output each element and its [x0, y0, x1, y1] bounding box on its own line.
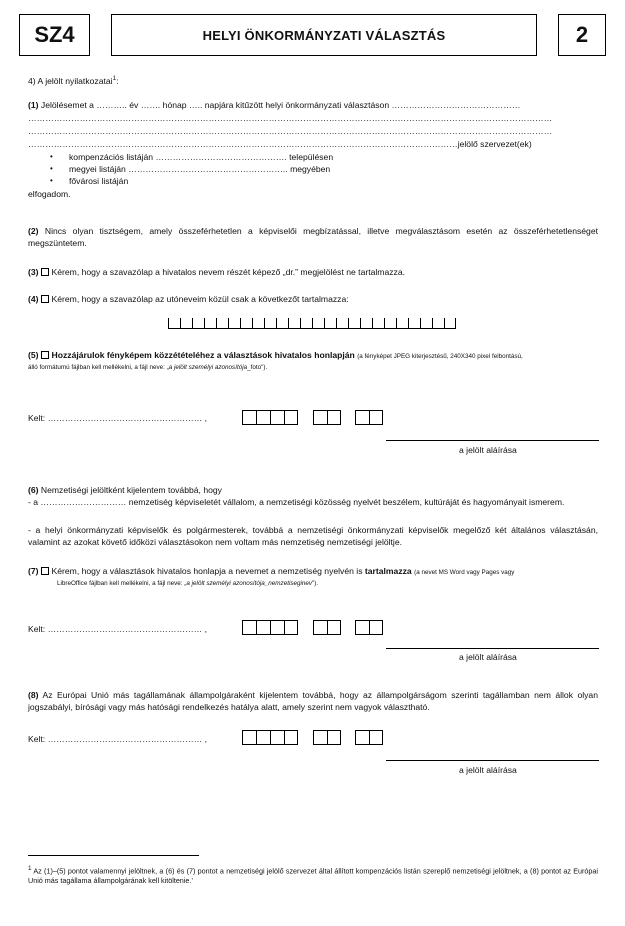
statement-1-text: Jelölésemet a ……….. év ……. hónap ….. napjára kitűzött helyi önkormányzati választáson ……………………………………… — [40, 100, 521, 110]
statement-3-number: (3) — [28, 267, 39, 277]
statement-2-number: (2) — [28, 226, 39, 236]
statement-8-number: (8) — [28, 690, 39, 700]
letter-box[interactable] — [372, 318, 384, 329]
statement-5 — [28, 350, 523, 363]
date-year-boxes[interactable] — [242, 620, 298, 635]
statement-6-number: (6) — [28, 485, 39, 495]
signature-line[interactable] — [386, 440, 599, 441]
statement-4 — [28, 294, 349, 306]
date-year-boxes[interactable] — [242, 730, 298, 745]
statement-4-text: Kérem, hogy a szavazólap az utóneveim közül csak a következőt tartalmazza: — [51, 294, 349, 304]
statement-7-text-bold: tartalmazza — [364, 566, 412, 576]
date-month-boxes[interactable] — [313, 620, 341, 635]
form-code-box — [19, 14, 90, 56]
date-day-boxes[interactable] — [355, 410, 383, 425]
list-item: megyei listáján ……………………………………………….. megyében — [69, 164, 331, 174]
statement-1-line — [28, 100, 520, 112]
date-month-boxes[interactable] — [313, 410, 341, 425]
letter-box[interactable] — [252, 318, 264, 329]
letter-box[interactable] — [396, 318, 408, 329]
letter-box[interactable] — [228, 318, 240, 329]
statement-4-number: (4) — [28, 294, 39, 304]
letter-box[interactable] — [240, 318, 252, 329]
section-intro: 4) A jelölt nyilatkozatai$^1$: — [28, 75, 119, 86]
date-place-line: Kelt: ……………………………………………… , — [28, 734, 208, 744]
first-name-letter-boxes[interactable] — [168, 318, 456, 329]
footnote — [28, 864, 598, 886]
letter-box[interactable] — [444, 318, 456, 329]
letter-box[interactable] — [192, 318, 204, 329]
statement-7-text: Kérem, hogy a választások hivatalos honlapja a nevemet a nemzetiség nyelvén is — [51, 566, 365, 576]
statement-1-number: (1) — [28, 100, 39, 110]
letter-box[interactable] — [336, 318, 348, 329]
statement-6-text: Nemzetiségi jelöltként kijelentem továbbá, hogy — [40, 485, 222, 495]
statement-5-note-line2 — [28, 363, 267, 372]
signature-line[interactable] — [386, 760, 599, 761]
date-year-boxes[interactable] — [242, 410, 298, 425]
date-day-boxes[interactable] — [355, 730, 383, 745]
note-text: LibreOffice fájlban kell mellékelni, a fájl neve: „ — [57, 580, 187, 587]
note-italic: a jelölt személyi azonosítója_nemzetiseginev — [186, 580, 313, 587]
statement-6-head — [28, 485, 222, 497]
footnote-text: Az (1)–(5) pontot valamennyi jelöltnek, a (6) és (7) pontot a nemzetiségi jelölő szervezet által állított kompenzációs listán szereplő nemzetiségi jelöltnek, a (8) pontot az Európai Unió más tagállama állampolgárának kell kitöltenie.’ — [28, 866, 598, 886]
letter-box[interactable] — [168, 318, 180, 329]
letter-box[interactable] — [360, 318, 372, 329]
statement-3-text: Kérem, hogy a szavazólap a hivatalos nevem részét képező „dr.” megjelölést ne tartalmazza. — [51, 267, 405, 277]
statement-7-number: (7) — [28, 566, 39, 576]
statement-5-text: Hozzájárulok fényképem közzétételéhez a választások hivatalos honlapján — [51, 350, 355, 360]
signature-label: a jelölt aláírása — [459, 765, 517, 775]
signature-label: a jelölt aláírása — [459, 652, 517, 662]
statement-8-text: Az Európai Unió más tagállamának állampolgáraként kijelentem továbbá, hogy az állampolgárságom szerinti tagállamban nem állok olyan jogszabályi, bírósági vagy más hatósági rendelkezés hatálya alatt, amely szerint nem vagyok választható. — [28, 690, 598, 712]
statement-3 — [28, 267, 405, 279]
note-text: _foto"). — [247, 364, 268, 371]
dotted-line: ………………………………………………………………………………………………………………………………………………………………… — [28, 113, 553, 123]
footnote-marker: 1 — [28, 865, 32, 872]
letter-box[interactable] — [420, 318, 432, 329]
form-code: SZ4 — [34, 22, 75, 47]
checkbox[interactable] — [41, 567, 49, 575]
statement-2-text: Nincs olyan tisztségem, amely összeférhetetlen a képviselői megbízatással, illetve megválasztásom esetén az összeférhetetlenséget megszüntetem. — [28, 226, 599, 248]
letter-box[interactable] — [204, 318, 216, 329]
note-text: "). — [312, 580, 319, 587]
signature-line[interactable] — [386, 648, 599, 649]
letter-box[interactable] — [384, 318, 396, 329]
date-month-boxes[interactable] — [313, 730, 341, 745]
statement-7-note-line2 — [57, 579, 318, 588]
statement-1-end: elfogadom. — [28, 189, 71, 199]
statement-7 — [28, 566, 514, 579]
date-place-line: Kelt: ……………………………………………… , — [28, 624, 208, 634]
signature-label: a jelölt aláírása — [459, 445, 517, 455]
letter-box[interactable] — [312, 318, 324, 329]
checkbox[interactable] — [41, 268, 49, 276]
letter-box[interactable] — [408, 318, 420, 329]
checkbox[interactable] — [41, 295, 49, 303]
footnote-ref: 1 — [112, 75, 117, 82]
letter-box[interactable] — [216, 318, 228, 329]
page-number: 2 — [575, 22, 589, 47]
letter-box[interactable] — [276, 318, 288, 329]
page-number-box — [558, 14, 606, 56]
dotted-line: ………………………………………………………………………………………………………………………………………………………………… — [28, 126, 553, 136]
bullet-icon: • — [50, 152, 53, 161]
nominating-org-line: ……………………………………………………………………………………………………………………………………jelölő szervezet(ek) — [28, 139, 532, 149]
intro-text: 4) A jelölt nyilatkozatai — [28, 75, 113, 86]
letter-box[interactable] — [264, 318, 276, 329]
letter-box[interactable] — [288, 318, 300, 329]
statement-6-line1: - a ………………………… nemzetiség képviseletét vállalom, a nemzetiségi közösség nyelvét beszélem, kultúráját és hagyományait ismerem. — [28, 497, 565, 507]
letter-box[interactable] — [324, 318, 336, 329]
letter-box[interactable] — [348, 318, 360, 329]
statement-5-note: (a fényképet JPEG kiterjesztésű, 240X340 pixel felbontású, — [357, 353, 523, 360]
note-text: álló formátumú fájlban kell mellékelni, a fájl neve: „ — [28, 364, 169, 371]
statement-7-note: (a nevet MS Word vagy Pages vagy — [414, 569, 515, 576]
statement-5-number: (5) — [28, 350, 39, 360]
statement-8 — [28, 690, 598, 713]
statement-2 — [28, 226, 598, 249]
list-item: fővárosi listáján — [69, 176, 129, 186]
list-item: kompenzációs listáján ………………………………………. településen — [69, 152, 334, 162]
footnote-divider — [28, 855, 199, 856]
bullet-icon: • — [50, 164, 53, 173]
letter-box[interactable] — [300, 318, 312, 329]
statement-6-line2: - a helyi önkormányzati képviselők és polgármesterek, továbbá a nemzetiségi önkormányzati képviselők megelőző két általános választásán, valamint az azokat követő időközi választásokon nem voltam más nemzetiség nemzetiségi jelöltje. — [28, 525, 598, 547]
checkbox[interactable] — [41, 351, 49, 359]
note-italic: a jelölt személyi azonosítója — [168, 364, 248, 371]
form-title: HELYI ÖNKORMÁNYZATI VÁLASZTÁS — [202, 27, 446, 43]
date-place-line: Kelt: ……………………………………………… , — [28, 413, 208, 423]
form-title-box — [111, 14, 537, 56]
date-day-boxes[interactable] — [355, 620, 383, 635]
letter-box[interactable] — [432, 318, 444, 329]
letter-box[interactable] — [180, 318, 192, 329]
bullet-icon: • — [50, 176, 53, 185]
